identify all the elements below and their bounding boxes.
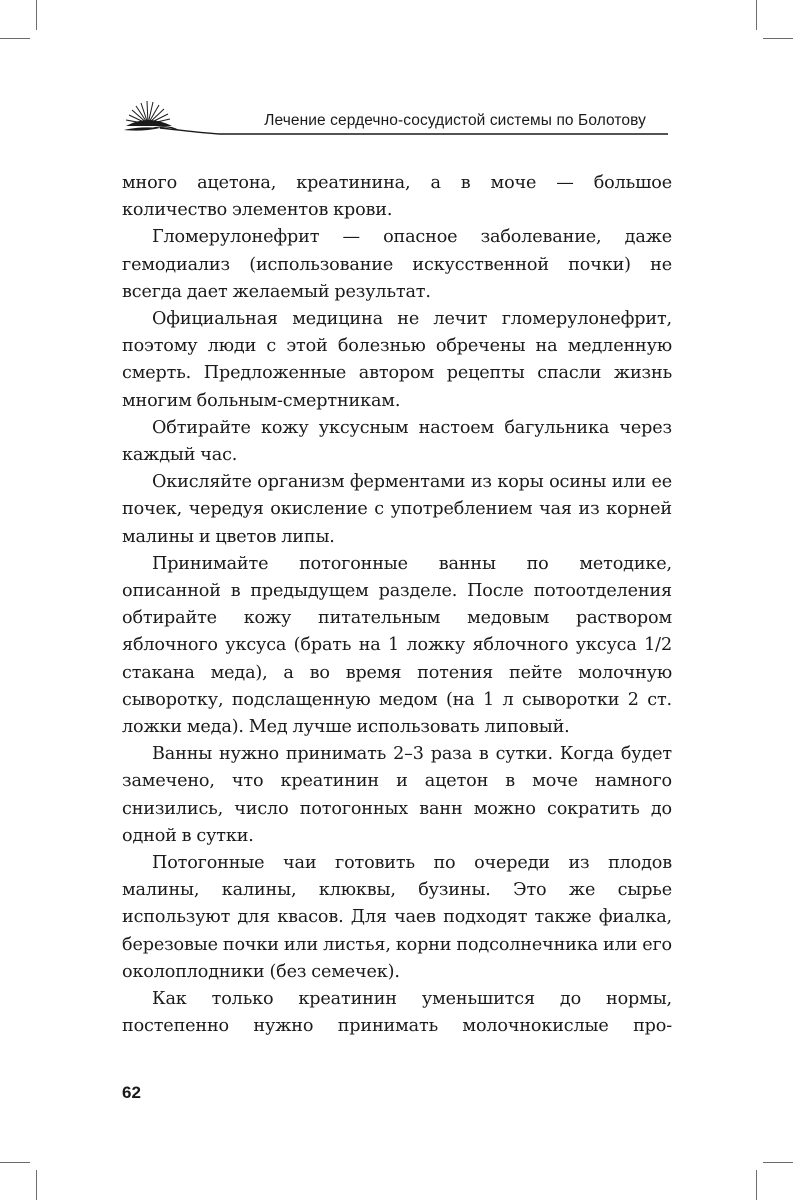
crop-mark-bottom-left (36, 1170, 37, 1200)
paragraph: Окисляйте организм ферментами из коры осины или ее почек, чередуя окисление с употреблением чая из корней малины и цветов липы. (122, 472, 672, 547)
page-number: 62 (122, 1083, 141, 1102)
paragraph: Потогонные чаи готовить по очереди из плодов малины, калины, клюквы, бузины. Это же сырье используют для квасов. Для чаев подходят также фиалка, березовые почки или листья, корни подсолнечника или его околоплодники (без семечек). (122, 853, 672, 982)
paragraph: Обтирайте кожу уксусным настоем багульника через каждый час. (122, 417, 672, 466)
paragraph: Официальная медицина не лечит гломерулонефрит, поэтому люди с этой болезнью обречены на медленную смерть. Предложенные автором рецепты спасли жизнь многим больным-смертникам. (122, 309, 672, 411)
paragraph: много ацетона, креатинина, а в моче — большое количество элементов крови. (122, 173, 672, 221)
crop-mark-bottom-right (756, 1170, 757, 1200)
paragraph: Гломерулонефрит — опасное заболевание, даже гемодиализ (использование искусственной почки) не всегда дает желаемый результат. (122, 227, 672, 302)
crop-mark-top-left (36, 0, 37, 30)
header-title: Лечение сердечно-сосудистой системы по Болотову (264, 112, 646, 129)
page-body (122, 170, 672, 1041)
crop-mark-bottom-right-h (763, 1162, 793, 1163)
crop-mark-top-left-h (0, 38, 30, 39)
crop-mark-bottom-left-h (0, 1162, 30, 1163)
crop-mark-top-right (756, 0, 757, 30)
crop-mark-top-right-h (763, 38, 793, 39)
paragraph: Ванны нужно принимать 2–3 раза в сутки. Когда будет замечено, что креатинин и ацетон в моче намного снизились, число потогонных ванн можно сократить до одной в сутки. (122, 744, 672, 846)
paragraph: Принимайте потогонные ванны по методике, описанной в предыдущем разделе. После потоотделения обтирайте кожу питательным медовым раствором яблочного уксуса (брать на 1 ложку яблочного уксуса 1/2 стакана меда), а во время потения пейте молочную сыворотку, подслащенную медом (на 1 л сыворотки 2 ст. ложки меда). Мед лучше использовать липовый. (122, 553, 672, 738)
running-header (120, 96, 668, 140)
paragraph: Как только креатинин уменьшится до нормы, постепенно нужно принимать молочнокислые про- (122, 989, 672, 1037)
